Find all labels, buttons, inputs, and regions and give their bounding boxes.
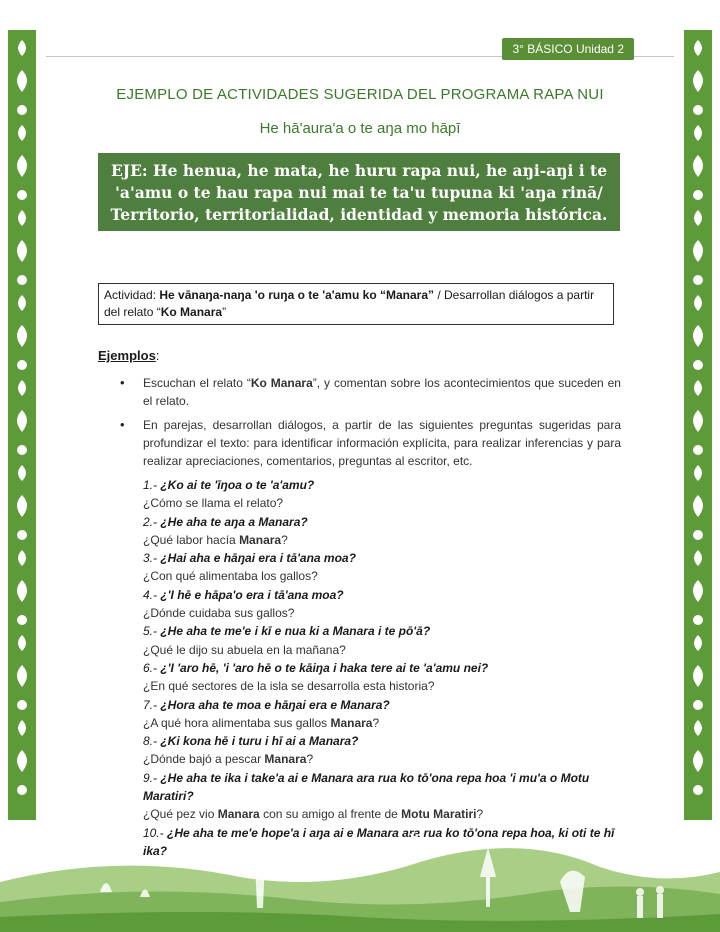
answer-bold-2: Motu Maratiri bbox=[401, 807, 477, 822]
question-text: ¿He aha te aŋa a Manara? bbox=[160, 514, 308, 529]
page-subtitle: He hā'aura'a o te aŋa mo hāpī bbox=[259, 120, 461, 137]
answer-text: ¿Qué le dijo su abuela en la mañana? bbox=[143, 642, 346, 657]
bullet1-story-name: Ko Manara bbox=[250, 376, 313, 390]
examples-colon: : bbox=[155, 348, 160, 363]
question-block bbox=[143, 659, 621, 696]
question-line bbox=[143, 696, 621, 714]
question-line bbox=[143, 659, 621, 677]
question-line bbox=[143, 586, 621, 604]
examples-heading bbox=[98, 348, 159, 363]
question-block bbox=[143, 513, 621, 550]
question-block bbox=[143, 769, 621, 824]
question-number: 1.- bbox=[143, 478, 161, 492]
answer-end: ? bbox=[281, 532, 288, 547]
grade-unit-tab: 3° BÁSICO Unidad 2 bbox=[502, 38, 634, 60]
activity-box bbox=[98, 283, 614, 325]
answer-end: ? bbox=[476, 807, 484, 822]
answer-text: ¿Dónde bajó a pescar bbox=[143, 752, 265, 767]
answer-line bbox=[143, 677, 621, 695]
answer-end: ? bbox=[372, 715, 380, 730]
question-text: ¿'I 'aro hē, 'i 'aro hē o te kāiŋa i haka tere ai te 'a'amu nei? bbox=[160, 660, 489, 675]
question-text: ¿Ki kona hē i turu i hī ai a Manara? bbox=[160, 734, 359, 749]
bullet2-text: En parejas, desarrollan diálogos, a partir de las siguientes preguntas sugeridas para profundizar el texto: para identificar información explícita, para realizar inferencias y para realizar apreciaciones, comentarios, preguntas al escritor, etc. bbox=[143, 418, 621, 468]
activity-closing-quote: ” bbox=[222, 305, 227, 319]
question-text: ¿He aha te me'e i kī e nua ki a Manara i te pō'ā? bbox=[160, 624, 431, 639]
question-line bbox=[143, 732, 621, 750]
question-text: ¿He aha te me'e hope'a i aŋa ai e Manara ara rua ko tō'ona repa hoa, ki oti te hī ika? bbox=[143, 825, 615, 858]
question-number: 3.- bbox=[143, 551, 161, 566]
question-number: 8.- bbox=[143, 734, 161, 749]
question-text: ¿He aha te ika i take'a ai e Manara ara rua ko tō'ona repa hoa 'i mu'a o Motu Maratiri? bbox=[143, 770, 590, 804]
answer-bold: Manara bbox=[330, 715, 373, 730]
answer-bold: Manara bbox=[264, 752, 307, 767]
question-line bbox=[143, 476, 621, 494]
question-block bbox=[143, 622, 621, 659]
answer-mid: con su amigo al frente de bbox=[259, 807, 402, 822]
question-line bbox=[143, 622, 621, 640]
activity-description: / Desarrollan diálogos a partir del relato “ bbox=[104, 288, 595, 319]
answer-text: ¿Dónde cuidaba sus gallos? bbox=[143, 606, 295, 621]
eje-banner bbox=[98, 153, 620, 231]
question-number: 7.- bbox=[143, 697, 161, 712]
question-number: 2.- bbox=[143, 514, 161, 529]
answer-text: ¿Cómo se llama el relato? bbox=[143, 496, 284, 511]
bullet1-text: Escuchan el relato “ bbox=[143, 376, 251, 390]
question-text: ¿'I hē e hāpa'o era i tā'ana moa? bbox=[160, 587, 344, 602]
answer-bold: Manara bbox=[217, 807, 260, 822]
question-line bbox=[143, 513, 621, 531]
answer-line bbox=[143, 604, 621, 622]
answer-line bbox=[143, 567, 621, 585]
landscape-illustration bbox=[0, 822, 720, 932]
question-block bbox=[143, 476, 621, 513]
right-decorative-border bbox=[684, 30, 712, 820]
answer-line bbox=[143, 750, 621, 768]
answer-bold: Manara bbox=[239, 532, 282, 547]
answer-line bbox=[143, 805, 621, 823]
answer-line bbox=[143, 494, 621, 512]
question-text: ¿Ko ai te 'īŋoa o te 'a'amu? bbox=[160, 478, 315, 492]
question-number: 9.- bbox=[143, 770, 161, 785]
activity-label: Actividad: bbox=[104, 288, 160, 302]
question-number: 4.- bbox=[143, 587, 161, 602]
bullet1-text-end: ”, y comentan sobre los acontecimientos que suceden en el relato. bbox=[143, 376, 621, 408]
answer-end: ? bbox=[306, 752, 314, 767]
page-title: EJEMPLO DE ACTIVIDADES SUGERIDA DEL PROGRAMA RAPA NUI bbox=[116, 86, 604, 103]
question-block bbox=[143, 696, 621, 733]
question-number: 5.- bbox=[143, 624, 161, 639]
answer-text: ¿Con qué alimentaba los gallos? bbox=[143, 569, 318, 584]
list-item bbox=[143, 374, 621, 410]
question-line bbox=[143, 769, 621, 806]
activity-story-name: Ko Manara bbox=[160, 305, 223, 319]
list-item bbox=[143, 416, 621, 470]
question-block bbox=[143, 586, 621, 623]
answer-line bbox=[143, 641, 621, 659]
examples-label: Ejemplos bbox=[98, 348, 156, 363]
question-block bbox=[143, 732, 621, 769]
question-text: ¿Hai aha e hāŋai era i tā'ana moa? bbox=[160, 551, 356, 566]
answer-line bbox=[143, 714, 621, 732]
question-text: ¿Hora aha te moa e hāŋai era e Manara? bbox=[160, 697, 390, 712]
question-line bbox=[143, 549, 621, 567]
question-number: 6.- bbox=[143, 660, 161, 675]
answer-text: ¿A qué hora alimentaba sus gallos bbox=[143, 715, 331, 730]
question-number: 10.- bbox=[143, 825, 168, 840]
examples-content bbox=[143, 374, 621, 860]
activity-title: He vānaŋa-naŋa 'o ruŋa o te 'a'amu ko “Manara” bbox=[159, 288, 434, 302]
answer-text: ¿Qué pez vio bbox=[143, 807, 218, 822]
eje-text: EJE: He henua, he mata, he huru rapa nui, he aŋi-aŋi i te 'a'amu o te hau rapa nui mai te ta'u tupuna ki 'aŋa rinā/ Territorio, territorialidad, identidad y memoria histórica. bbox=[110, 161, 608, 224]
question-block bbox=[143, 549, 621, 586]
answer-text: ¿Qué labor hacía bbox=[143, 532, 240, 547]
answer-text: ¿En qué sectores de la isla se desarrolla esta historia? bbox=[143, 679, 435, 694]
left-decorative-border bbox=[8, 30, 36, 820]
answer-line bbox=[143, 531, 621, 549]
